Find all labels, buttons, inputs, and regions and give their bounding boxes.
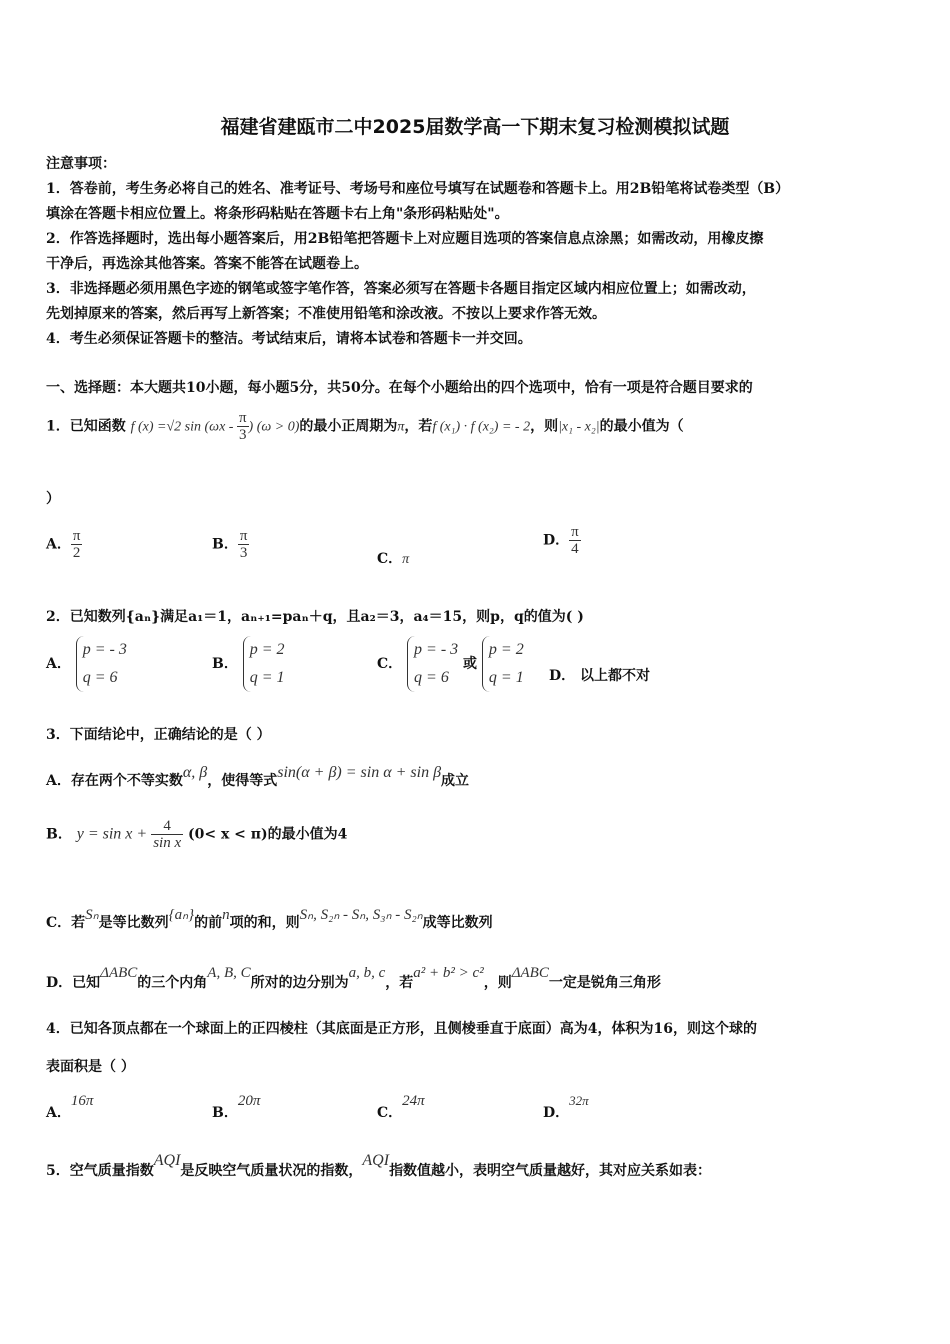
q3-d-text-3: 所对的边分别为: [250, 975, 349, 991]
option-label: D．: [543, 1105, 570, 1121]
q3-b-text: (0< x < π)的最小值为4: [187, 826, 348, 843]
q3-option-b[interactable]: [46, 818, 347, 851]
notice-line-3: 2．作答选择题时，选出每小题答案后，用2B铅笔把答题卡上对应题目选项的答案信息点涂黑；如需改动，用橡皮擦: [46, 231, 764, 247]
q5-text-1: 5．空气质量指数: [46, 1163, 154, 1179]
q3-a-text-3: 成立: [441, 773, 470, 789]
q1-pi: π: [397, 419, 405, 435]
q1-text-4: 的最小值为（: [599, 418, 684, 435]
notice-line-2: 填涂在答题卡相应位置上。将条形码粘贴在答题卡右上角"条形码粘贴处"。: [46, 206, 509, 222]
question-1: [46, 410, 684, 443]
q3-b-fraction: [151, 818, 183, 851]
q1-option-d[interactable]: [543, 524, 581, 557]
q3-d-inequality: a² + b² > c²: [413, 965, 484, 981]
q2-option-b[interactable]: [212, 636, 285, 692]
q1-frac-den: 3: [238, 427, 247, 443]
q3-d-text-5: ，则: [483, 975, 512, 991]
q1-text-3: ，则: [530, 418, 559, 435]
option-value: 24π: [402, 1093, 425, 1109]
q3-d-text-1: D．已知: [46, 975, 101, 991]
frac-den: sin x: [153, 835, 182, 851]
frac-num: π: [571, 524, 579, 540]
q1-abs: |x₁ - x₂|: [558, 419, 600, 435]
question-5: [46, 1150, 712, 1179]
question-4-line-2: 表面积是（ ）: [46, 1059, 135, 1075]
q3-c-n: n: [222, 907, 230, 923]
q1-close: ）: [46, 491, 60, 507]
q3-a-equation: sin(α + β) = sin α + sin β: [277, 764, 442, 781]
q3-option-d[interactable]: [46, 962, 661, 991]
q2-c-system-1: [407, 636, 458, 692]
q4-option-a[interactable]: [46, 1090, 94, 1121]
sys-row: q = 6: [414, 669, 449, 686]
option-value: π: [402, 552, 410, 567]
q1-condition: f (x₁) · f (x₂) = - 2: [432, 419, 531, 435]
frac-num: π: [72, 528, 81, 544]
sys-row: p = 2: [249, 641, 285, 658]
option-label: C．: [377, 551, 403, 567]
option-label: A．: [46, 536, 71, 553]
sys-row: q = 1: [249, 669, 285, 686]
q2-a-system: [76, 636, 127, 692]
q3-c-text-2: 是等比数列: [98, 915, 169, 931]
frac-num: π: [239, 528, 248, 544]
q2-option-c[interactable]: [377, 636, 524, 692]
q2-option-d[interactable]: [549, 665, 650, 685]
q2-b-system: [243, 636, 285, 692]
q3-d-triangle-2: ΔABC: [511, 965, 549, 981]
q5-aqi-2: AQI: [362, 1152, 390, 1169]
notice-line-7: 4．考生必须保证答题卡的整洁。考试结束后，请将本试卷和答题卡一并交回。: [46, 331, 532, 347]
frac-den: 4: [571, 541, 579, 557]
q5-text-2: 是反映空气质量状况的指数，: [180, 1163, 363, 1179]
q3-d-triangle: ΔABC: [100, 965, 138, 981]
question-2: 2．已知数列{aₙ}满足a₁＝1，aₙ₊₁=paₙ＋q，且a₂＝3，a₄＝15，则p，q的值为( ): [46, 609, 584, 625]
sys-row: p = - 3: [82, 641, 127, 658]
option-label: C．: [377, 1105, 403, 1121]
sys-row: p = - 3: [414, 641, 459, 658]
option-value: 32π: [569, 1093, 589, 1108]
q1-number: 1．已知函数: [46, 418, 126, 435]
q1-text-1: 的最小正周期为: [299, 418, 398, 435]
q3-c-sn: Sₙ: [85, 907, 99, 923]
q3-option-a[interactable]: [46, 762, 470, 789]
q1-option-c[interactable]: [377, 548, 409, 568]
q3-c-text-4: 项的和，则: [229, 915, 300, 931]
q5-text-3: 指数值越小，表明空气质量越好，其对应关系如表：: [389, 1163, 712, 1179]
q3-d-text-6: 一定是锐角三角形: [548, 975, 661, 991]
q3-c-an: {aₙ}: [168, 907, 195, 923]
notice-heading: 注意事项：: [46, 156, 116, 172]
q1-frac-num: π: [238, 410, 247, 426]
q1-function-tail: ) (ω > 0): [248, 419, 300, 435]
question-4-line-1: 4．已知各顶点都在一个球面上的正四棱柱（其底面是正方形，且侧棱垂直于底面）高为4，体积为16，则这个球的: [46, 1021, 757, 1037]
q1-function: f (x) =√2 sin (ωx -: [130, 419, 237, 435]
option-value: 20π: [237, 1093, 261, 1109]
q1-fraction: [237, 410, 249, 443]
q4-option-c[interactable]: [377, 1090, 425, 1121]
q3-a-text-2: ，使得等式: [207, 773, 278, 789]
option-value: 以上都不对: [580, 668, 651, 684]
q3-a-text-1: A．存在两个不等实数: [46, 773, 183, 789]
frac-den: 3: [239, 545, 248, 561]
q3-c-text-1: C．若: [46, 915, 86, 931]
question-3: 3．下面结论中，正确结论的是（ ）: [46, 727, 271, 743]
option-value: 16π: [70, 1093, 94, 1109]
option-label: B．: [212, 536, 238, 553]
q3-d-sides: a, b, c: [348, 965, 386, 981]
frac-den: 2: [72, 545, 81, 561]
q1-text-2: ，若: [404, 418, 433, 435]
notice-line-5: 3．非选择题必须用黑色字迹的钢笔或签字笔作答，答案必须写在答题卡各题目指定区域内相应位置上；如需改动，: [46, 281, 756, 297]
q3-c-text-3: 的前: [194, 915, 223, 931]
q3-d-text-2: 的三个内角: [137, 975, 208, 991]
section-heading: 一、选择题：本大题共10小题，每小题5分，共50分。在每个小题给出的四个选项中，恰有一项是符合题目要求的: [46, 380, 753, 396]
option-label: B．: [212, 656, 238, 672]
page-title: 福建省建瓯市二中2025届数学高一下期末复习检测模拟试题: [220, 116, 730, 138]
sys-row: q = 6: [82, 669, 118, 686]
option-label: D．: [543, 532, 570, 549]
q4-option-d[interactable]: [543, 1090, 589, 1121]
notice-line-1: 1．答卷前，考生务必将自己的姓名、准考证号、考场号和座位号填写在试题卷和答题卡上。用2B铅笔将试卷类型（B）: [46, 181, 790, 197]
q3-d-angles: A, B, C: [207, 965, 251, 981]
frac-num: 4: [163, 818, 171, 834]
option-label: D．: [549, 668, 576, 684]
sys-row: p = 2: [488, 641, 524, 658]
notice-line-4: 干净后，再选涂其他答案。答案不能答在试题卷上。: [46, 256, 368, 272]
q5-aqi: AQI: [153, 1152, 181, 1169]
option-label: C．: [377, 656, 403, 672]
option-label: A．: [46, 656, 71, 672]
q3-c-sequence: Sₙ, S₂ₙ - Sₙ, S₃ₙ - S₂ₙ: [299, 907, 423, 923]
q4-option-b[interactable]: [212, 1090, 261, 1121]
q3-option-c[interactable]: [46, 904, 493, 931]
q3-a-vars: α, β: [182, 764, 208, 781]
q2-c-system-2: [482, 636, 524, 692]
option-label: B．: [212, 1105, 238, 1121]
or-text: 或: [463, 656, 478, 672]
q3-c-text-5: 成等比数列: [422, 915, 493, 931]
q1-option-b[interactable]: [212, 528, 249, 561]
q3-b-label: B．: [46, 826, 72, 843]
notice-line-6: 先划掉原来的答案，然后再写上新答案；不准使用铅笔和涂改液。不按以上要求作答无效。: [46, 306, 606, 322]
sys-row: q = 1: [488, 669, 524, 686]
option-label: A．: [46, 1105, 71, 1121]
q3-d-text-4: ，若: [385, 975, 414, 991]
q3-b-equation: y = sin x +: [76, 825, 152, 843]
q2-option-a[interactable]: [46, 636, 127, 692]
q1-option-a[interactable]: [46, 528, 82, 561]
